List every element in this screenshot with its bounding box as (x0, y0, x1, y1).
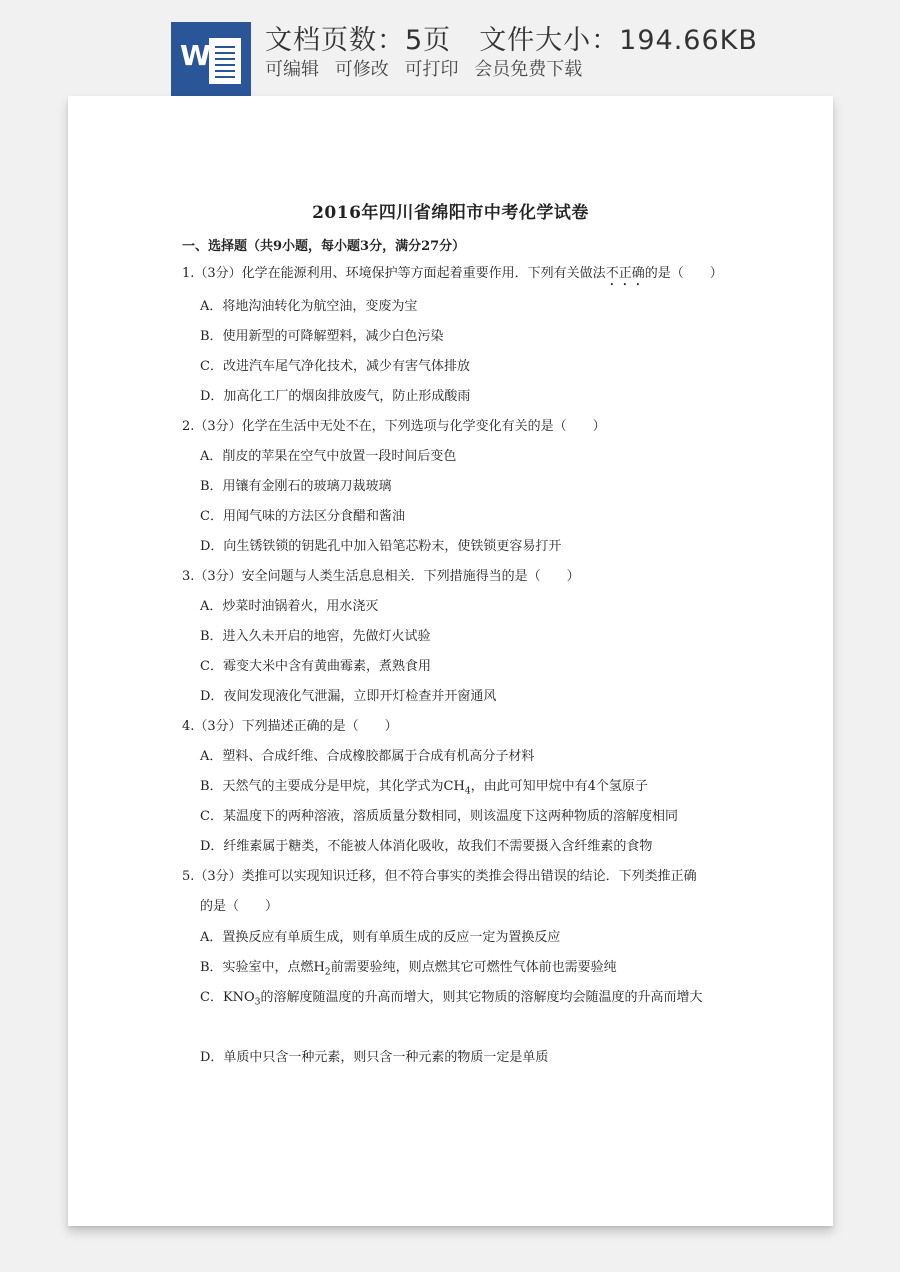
question-2-option-a: A．削皮的苹果在空气中放置一段时间后变色 (200, 449, 457, 464)
question-5-stem: 5.（3分）类推可以实现知识迁移，但不符合事实的类推会得出错误的结论．下列类推正确 (182, 869, 697, 884)
feature-list (265, 55, 592, 81)
question-5-option-b: B．实验室中，点燃$H_2$前需要验纯，则点燃其它可燃性气体前也需要验纯 (200, 960, 617, 978)
question-5-option-a: A．置换反应有单质生成，则有单质生成的反应一定为置换反应 (200, 930, 561, 945)
question-5-option-c: C．$KNO_3$的溶解度随温度的升高而增大，则其它物质的溶解度均会随温度的升高而增大 (200, 990, 703, 1008)
question-4-option-b: B．天然气的主要成分是甲烷，其化学式为$CH_4$，由此可知甲烷中有4个氢原子 (200, 779, 648, 797)
question-1-option-a: A．将地沟油转化为航空油，变废为宝 (200, 299, 418, 314)
question-1-stem: 1.（3分）化学在能源利用、环境保护等方面起着重要作用．下列有关做法不正确的是（ ） (182, 266, 723, 281)
feature-printable: 可打印 (404, 59, 459, 80)
question-5-option-d: D．单质中只含一种元素，则只含一种元素的物质一定是单质 (200, 1050, 549, 1065)
question-2-stem: 2.（3分）化学在生活中无处不在，下列选项与化学变化有关的是（ ） (182, 419, 606, 434)
word-document-icon (171, 22, 251, 96)
feature-member-download: 会员免费下载 (474, 59, 583, 80)
question-2-option-d: D．向生锈铁锁的钥匙孔中加入铅笔芯粉末，使铁锁更容易打开 (200, 539, 562, 554)
page-count: 文档页数：5页 (265, 25, 452, 56)
document-info-banner (0, 0, 900, 100)
question-3-option-d: D．夜间发现液化气泄漏，立即开灯检查并开窗通风 (200, 689, 497, 704)
question-4-stem: 4.（3分）下列描述正确的是（ ） (182, 719, 398, 734)
question-1-option-b: B．使用新型的可降解塑料，减少白色污染 (200, 329, 444, 344)
question-1-option-c: C．改进汽车尾气净化技术，减少有害气体排放 (200, 359, 470, 374)
question-2-option-b: B．用镶有金刚石的玻璃刀裁玻璃 (200, 479, 392, 494)
question-4-option-d: D．纤维素属于糖类，不能被人体消化吸收，故我们不需要摄入含纤维素的食物 (200, 839, 653, 854)
question-3-option-a: A．炒菜时油锅着火，用水浇灭 (200, 599, 379, 614)
question-4-option-a: A．塑料、合成纤维、合成橡胶都属于合成有机高分子材料 (200, 749, 535, 764)
question-3-option-c: C．霉变大米中含有黄曲霉素，煮熟食用 (200, 659, 431, 674)
question-3-stem: 3.（3分）安全问题与人类生活息息相关．下列措施得当的是（ ） (182, 569, 580, 584)
question-1-option-d: D．加高化工厂的烟囱排放废气，防止形成酸雨 (200, 389, 471, 404)
word-letter: W (180, 39, 211, 72)
document-page (68, 96, 833, 1226)
question-2-option-c: C．用闻气味的方法区分食醋和酱油 (200, 509, 405, 524)
section-heading: 一、选择题（共9小题，每小题3分，满分27分） (182, 239, 466, 254)
feature-modifiable: 可修改 (334, 59, 389, 80)
feature-editable: 可编辑 (265, 59, 319, 80)
emphasized-text: 不正确 (605, 266, 645, 281)
question-5-stem-continued: 的是（ ） (200, 899, 279, 914)
document-page-icon (209, 38, 241, 84)
document-title: 2016年四川省绵阳市中考化学试卷 (312, 203, 589, 223)
file-size: 文件大小：194.66KB (479, 25, 758, 56)
file-meta (265, 18, 758, 57)
question-4-option-c: C．某温度下的两种溶液，溶质质量分数相同，则该温度下这两种物质的溶解度相同 (200, 809, 678, 824)
question-3-option-b: B．进入久未开启的地窖，先做灯火试验 (200, 629, 431, 644)
